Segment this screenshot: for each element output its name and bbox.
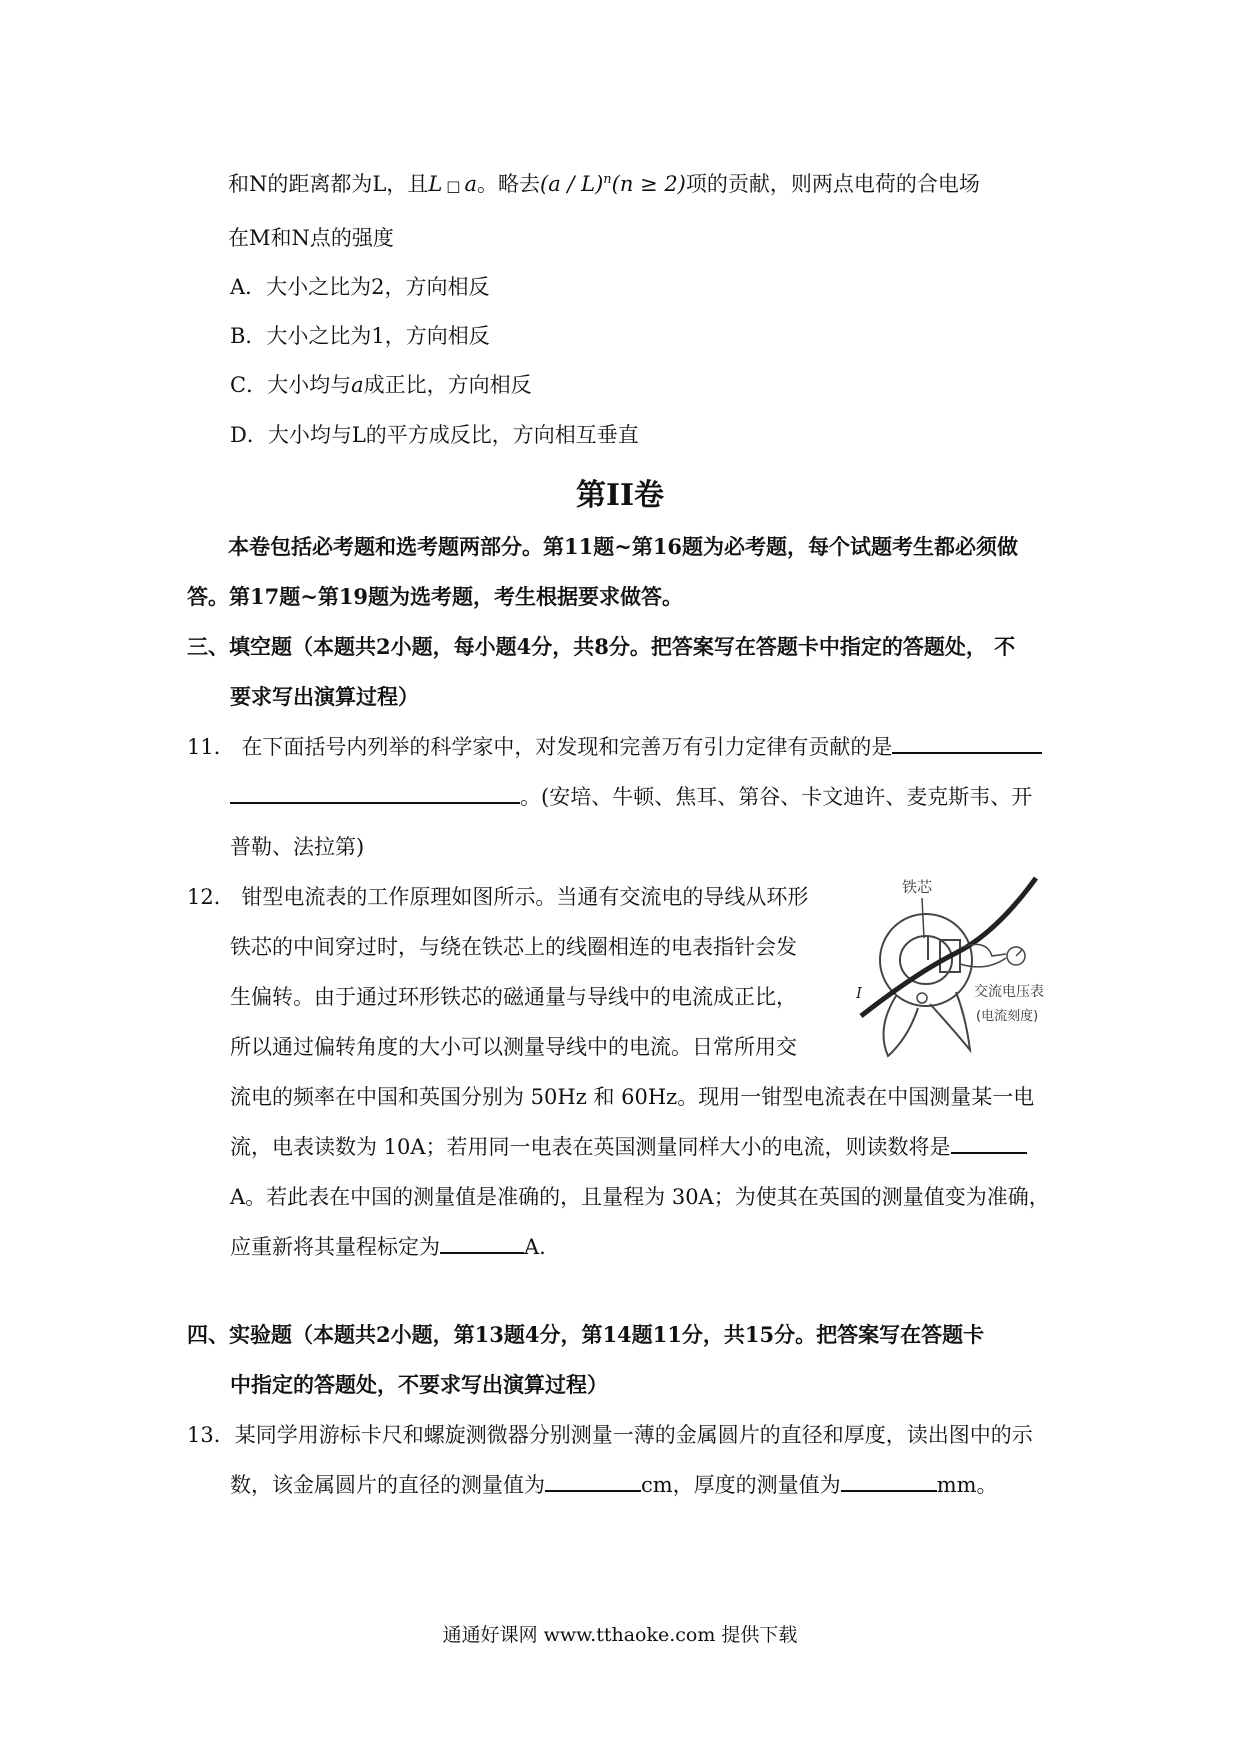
q13-line2-suffix: mm。 <box>936 1473 998 1497</box>
q10-math-ratio: (a / L) <box>540 172 604 196</box>
clamp-meter-diagram <box>856 868 1090 1064</box>
q10-option-c-post: 成正比，方向相反 <box>363 373 532 397</box>
section3-heading-line1: 三、填空题（本题共2小题，每小题4分，共8分。把答案写在答题卡中指定的答题处， 不 <box>187 634 1016 659</box>
figure-label-current: I <box>856 984 862 1002</box>
q12-answer-blank-1[interactable] <box>951 1132 1027 1154</box>
q10-line1-suffix: 项的贡献，则两点电荷的合电场 <box>685 172 980 196</box>
part2-title: 第II卷 <box>575 478 665 513</box>
q12-line8-suffix: A. <box>524 1235 546 1259</box>
q12-line1: 12． 钳型电流表的工作原理如图所示。当通有交流电的导线从环形 <box>187 885 809 909</box>
q11-line1 <box>187 732 1042 762</box>
core-leader-line <box>922 898 924 938</box>
q10-option-a: A．大小之比为2，方向相反 <box>230 275 490 299</box>
q10-option-c <box>230 370 532 400</box>
q12-line8 <box>230 1232 546 1262</box>
q11-answer-blank-1[interactable] <box>892 732 1042 754</box>
figure-label-scale: (电流刻度) <box>976 1009 1039 1024</box>
q10-math-cond: (n ≥ 2) <box>611 172 686 196</box>
meter-wire-bottom <box>960 958 1006 967</box>
q11-line2-suffix: 。(安培、牛顿、焦耳、第谷、卡文迪许、麦克斯韦、开 <box>520 785 1033 809</box>
q12-line6 <box>230 1132 1027 1162</box>
q10-line1-prefix: 和N的距离都为L，且 <box>228 172 429 196</box>
q13-line2-prefix: 数，该金属圆片的直径的测量值为 <box>230 1473 545 1497</box>
part2-intro-line1: 本卷包括必考题和选考题两部分。第11题~第16题为必考题，每个试题考生都必须做 <box>228 534 1019 559</box>
q10-line1-mid: 。略去 <box>477 172 540 196</box>
q12-line5: 流电的频率在中国和英国分别为 50Hz 和 60Hz。现用一钳型电流表在中国测量某一电 <box>230 1085 1035 1109</box>
meter-needle <box>1016 950 1022 956</box>
q10-math-a: a <box>464 172 477 196</box>
figure-label-core: 铁芯 <box>902 878 933 896</box>
q12-line8-prefix: 应重新将其量程标定为 <box>230 1235 440 1259</box>
q10-math-sup: n <box>603 172 612 187</box>
figure-label-meter: 交流电压表 <box>974 984 1044 1000</box>
q10-option-c-var: a <box>351 373 364 397</box>
q11-line1-text: 11． 在下面括号内列举的科学家中，对发现和完善万有引力定律有贡献的是 <box>187 735 893 759</box>
q13-answer-blank-thickness[interactable] <box>841 1470 937 1492</box>
q10-option-c-pre: C．大小均与 <box>230 373 352 397</box>
section4-heading-line2: 中指定的答题处，不要求写出演算过程） <box>230 1372 608 1397</box>
q12-line3: 生偏转。由于通过环形铁芯的磁通量与导线中的电流成正比， <box>230 985 797 1009</box>
q12-line2: 铁芯的中间穿过时，与绕在铁芯上的线圈相连的电表指针会发 <box>230 935 797 959</box>
q11-answer-blank-2[interactable] <box>230 782 520 804</box>
q11-line3: 普勒、法拉第) <box>230 835 365 859</box>
section4-heading-line1: 四、实验题（本题共2小题，第13题4分，第14题11分，共15分。把答案写在答题卡 <box>187 1322 985 1347</box>
clamp-meter-figure <box>856 868 1090 1064</box>
page-footer: 通通好课网 www.tthaoke.com 提供下载 <box>442 1624 798 1646</box>
q13-answer-blank-diameter[interactable] <box>545 1470 641 1492</box>
section3-heading-line2: 要求写出演算过程） <box>230 684 419 709</box>
q10-option-b: B．大小之比为1，方向相反 <box>230 324 490 348</box>
q10-box-glyph: □ <box>446 177 461 195</box>
q13-line1: 13．某同学用游标卡尺和螺旋测微器分别测量一薄的金属圆片的直径和厚度，读出图中的示 <box>187 1423 1033 1447</box>
q10-math-l: L <box>428 172 443 196</box>
q10-line1 <box>228 165 980 201</box>
part2-intro-line2: 答。第17题~第19题为选考题，考生根据要求做答。 <box>187 584 684 609</box>
q11-line2 <box>230 782 1032 812</box>
q13-line2 <box>230 1470 998 1500</box>
q12-line6-text: 流，电表读数为 10A；若用同一电表在英国测量同样大小的电流，则读数将是 <box>230 1135 951 1159</box>
q13-line2-mid: cm，厚度的测量值为 <box>641 1473 841 1497</box>
meter-wire-top <box>960 944 1006 956</box>
q12-line4: 所以通过偏转角度的大小可以测量导线中的电流。日常所用交 <box>230 1035 797 1059</box>
q10-line2: 在M和N点的强度 <box>228 226 394 250</box>
q12-answer-blank-2[interactable] <box>440 1232 524 1254</box>
clamp-handle-right <box>930 992 970 1050</box>
q12-line7: A。若此表在中国的测量值是准确的，且量程为 30A；为使其在英国的测量值变为准确， <box>230 1185 1050 1209</box>
jaw-pivot <box>917 993 927 1003</box>
q10-option-d: D．大小均与L的平方成反比，方向相互垂直 <box>230 423 639 447</box>
